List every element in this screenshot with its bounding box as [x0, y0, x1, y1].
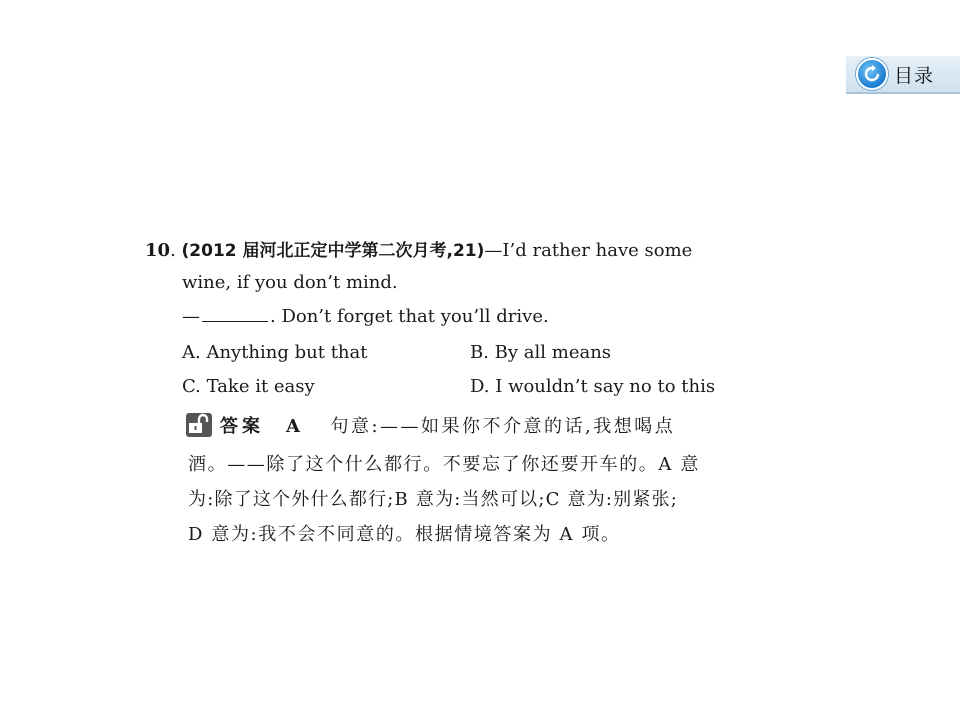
question-dialogue-1: —I’d rather have some — [484, 240, 693, 261]
question-line-3 — [182, 306, 549, 327]
question-source: (2012 届河北正定中学第二次月考,21) — [181, 241, 485, 261]
answer-label: 答案 — [220, 416, 264, 437]
dialogue-dash: — — [182, 306, 200, 327]
toc-label: 目录 — [894, 64, 935, 87]
answer-explanation-1: 句意:——如果你不介意的话,我想喝点 — [330, 416, 676, 437]
option-d: D. I wouldn’t say no to this — [470, 376, 716, 397]
question-number: 10 — [145, 240, 171, 261]
question-line-2: wine, if you don’t mind. — [182, 272, 398, 293]
answer-blank — [202, 307, 268, 322]
answer-value: A — [286, 416, 303, 437]
answer-line-1 — [186, 412, 675, 438]
toc-button[interactable] — [846, 56, 960, 94]
answer-line-4: D 意为:我不会不同意的。根据情境答案为 A 项。 — [188, 524, 621, 545]
question-line-1: 10. (2012 届河北正定中学第二次月考,21)—I’d rather have some — [145, 240, 693, 261]
answer-line-2: 酒。——除了这个什么都行。不要忘了你还要开车的。A 意 — [188, 454, 700, 475]
circular-arrow-icon — [856, 58, 888, 90]
option-b: B. By all means — [470, 342, 612, 363]
option-c: C. Take it easy — [182, 376, 315, 397]
option-a: A. Anything but that — [182, 342, 368, 363]
unlock-icon — [186, 413, 212, 437]
dialogue-response: . Don’t forget that you’ll drive. — [270, 306, 549, 327]
answer-line-3: 为:除了这个外什么都行;B 意为:当然可以;C 意为:别紧张; — [188, 489, 679, 510]
